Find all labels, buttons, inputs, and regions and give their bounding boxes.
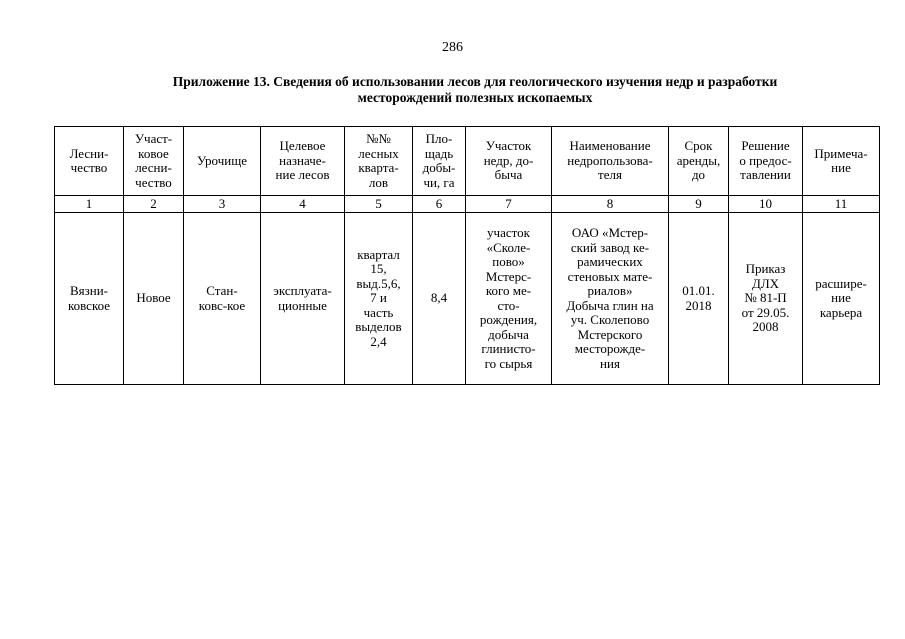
cell-line: Лесни- <box>69 145 109 161</box>
column-number: 1 <box>55 196 124 213</box>
cell-line: ДЛХ <box>751 275 780 291</box>
cell-line: рождения, <box>479 312 538 327</box>
cell-line: «Сколе- <box>486 239 531 255</box>
header-cell <box>552 127 669 196</box>
cell-line: 01.01. <box>682 283 715 298</box>
column-number: 6 <box>413 196 466 213</box>
column-number: 10 <box>729 196 803 213</box>
header-cell <box>124 127 184 196</box>
column-number: 7 <box>466 196 552 213</box>
cell-line: чество <box>70 160 108 175</box>
cell-line: чи, га <box>423 174 455 190</box>
document-title <box>120 74 830 106</box>
cell-decision <box>729 213 803 385</box>
cell-line: № 81-П <box>744 290 787 306</box>
cell-tract <box>184 213 261 385</box>
cell-line: квартал <box>357 246 400 262</box>
cell-line: Приказ <box>745 261 786 277</box>
cell-line: сто- <box>497 297 520 313</box>
cell-line: Пло- <box>425 131 453 146</box>
cell-line: Новое <box>136 290 171 306</box>
cell-line: 2,4 <box>370 333 387 349</box>
cell-line: часть <box>363 304 394 320</box>
cell-quarters <box>345 213 413 385</box>
column-number: 5 <box>345 196 413 213</box>
cell-line: Добыча глин на <box>566 297 654 313</box>
column-number: 3 <box>184 196 261 213</box>
cell-line: Урочище <box>196 152 247 168</box>
cell-line: ковс-кое <box>198 297 246 313</box>
header-cell <box>466 127 552 196</box>
cell-subsoil-user <box>552 213 669 385</box>
header-cell <box>55 127 124 196</box>
header-cell <box>261 127 345 196</box>
cell-line: 2018 <box>685 297 712 313</box>
cell-line: ковое <box>138 145 169 161</box>
header-cell <box>803 127 880 196</box>
cell-line: ние лесов <box>275 167 330 183</box>
header-cell <box>413 127 466 196</box>
cell-line: пово» <box>492 254 525 269</box>
forest-use-table <box>54 126 880 385</box>
cell-line: Стан- <box>206 283 238 298</box>
cell-line: тавлении <box>740 167 791 183</box>
cell-line: аренды, <box>676 152 721 168</box>
cell-line: глинисто- <box>481 341 536 356</box>
cell-line: участок <box>487 225 530 240</box>
title-line-1: Приложение 13. Сведения об использовании лесов для геологического изучения недр и разработки <box>172 74 778 89</box>
cell-area <box>413 213 466 385</box>
cell-line: ОАО «Мстер- <box>571 225 649 240</box>
cell-line: добыча <box>488 326 529 342</box>
cell-line: 8,4 <box>430 290 448 306</box>
cell-line: риалов» <box>587 283 633 298</box>
header-cell <box>345 127 413 196</box>
cell-lease-term <box>669 213 729 385</box>
column-number: 4 <box>261 196 345 213</box>
cell-line: Срок <box>684 138 713 154</box>
cell-line: 2008 <box>752 319 779 335</box>
cell-line: теля <box>598 167 622 183</box>
cell-line: Мстерского <box>577 326 643 342</box>
cell-line: месторожде- <box>574 341 646 356</box>
cell-line: 7 и <box>370 290 387 306</box>
cell-line: №№ <box>366 131 391 146</box>
cell-subsoil-site <box>466 213 552 385</box>
cell-line: ционные <box>278 297 327 313</box>
cell-line: быча <box>494 167 523 183</box>
cell-line: ковское <box>67 297 111 313</box>
cell-line: расшире- <box>815 275 867 291</box>
cell-line: ние <box>831 160 851 175</box>
cell-line: от 29.05. <box>741 304 790 320</box>
cell-line: добы- <box>422 160 456 175</box>
cell-line: до <box>691 167 706 183</box>
cell-line: кого ме- <box>485 283 532 298</box>
table-row <box>55 213 880 385</box>
cell-line: лов <box>368 174 389 190</box>
column-number: 8 <box>552 196 669 213</box>
cell-line: уч. Сколепово <box>570 312 650 327</box>
cell-line: 15, <box>370 261 387 277</box>
cell-line: лесни- <box>135 160 172 175</box>
cell-forestry <box>55 213 124 385</box>
column-number: 2 <box>124 196 184 213</box>
cell-note <box>803 213 880 385</box>
cell-line: Решение <box>741 138 790 154</box>
cell-line: ния <box>600 355 620 371</box>
cell-district-forestry <box>124 213 184 385</box>
cell-line: выделов <box>355 319 402 335</box>
cell-line: Наименование <box>569 138 651 154</box>
cell-line: стеновых мате- <box>567 268 653 284</box>
cell-line: рамических <box>577 254 643 269</box>
cell-line: го сырья <box>484 355 533 371</box>
column-number: 11 <box>803 196 880 213</box>
cell-purpose <box>261 213 345 385</box>
cell-line: Целевое <box>279 138 326 154</box>
header-cell <box>729 127 803 196</box>
cell-line: кварта- <box>358 160 399 175</box>
title-line-2: месторождений полезных ископаемых <box>357 90 593 105</box>
header-cell <box>669 127 729 196</box>
cell-line: эксплуата- <box>273 283 332 298</box>
cell-line: о предос- <box>739 152 792 168</box>
cell-line: Участок <box>485 138 532 154</box>
cell-line: чество <box>135 174 172 190</box>
page-number: 286 <box>442 40 463 55</box>
cell-line: Мстерс- <box>485 268 532 284</box>
cell-line: карьера <box>819 304 863 320</box>
cell-line: недропользова- <box>567 152 653 168</box>
cell-line: ский завод ке- <box>570 239 650 255</box>
cell-line: Примеча- <box>814 145 868 161</box>
column-number: 9 <box>669 196 729 213</box>
cell-line: выд.5,6, <box>356 275 401 291</box>
cell-line: назначе- <box>279 152 326 168</box>
cell-line: ние <box>831 290 851 306</box>
header-cell <box>184 127 261 196</box>
cell-line: лесных <box>358 145 399 161</box>
cell-line: Участ- <box>134 131 173 146</box>
cell-line: недр, до- <box>483 152 534 168</box>
header-row <box>55 127 880 196</box>
column-number-row <box>55 196 880 213</box>
cell-line: щадь <box>424 145 454 161</box>
cell-line: Вязни- <box>69 283 109 298</box>
